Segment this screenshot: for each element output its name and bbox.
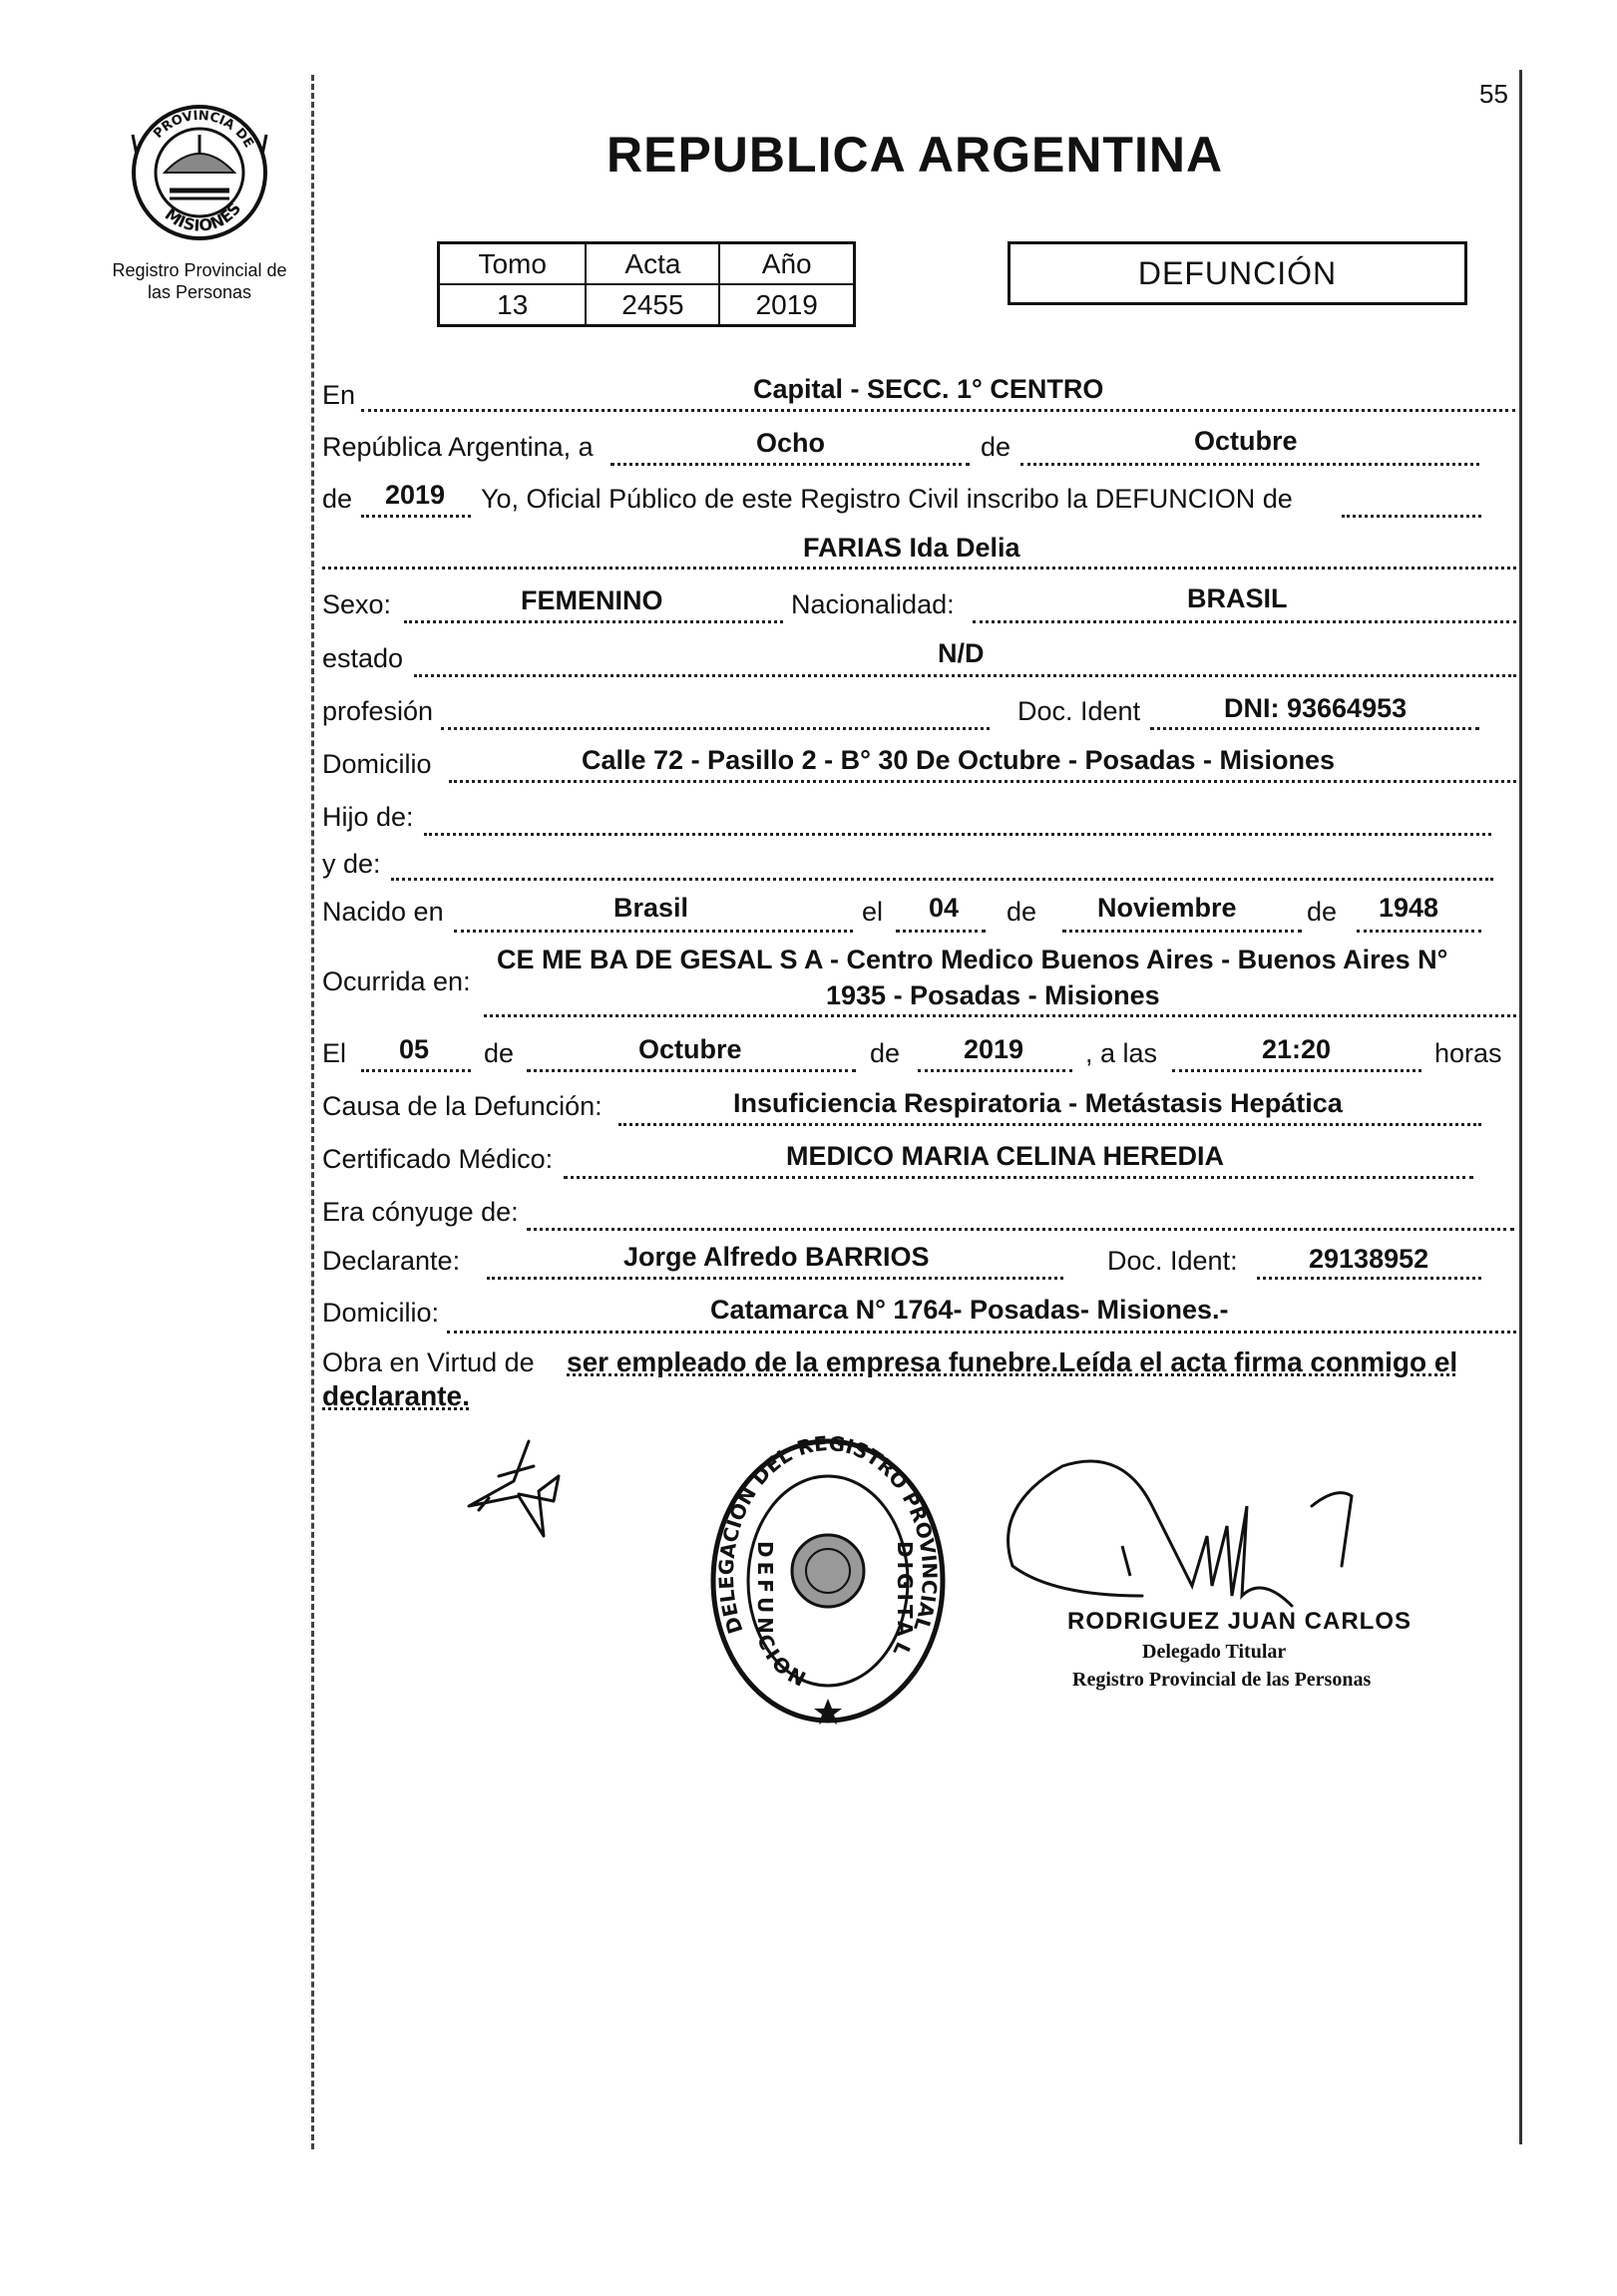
day-value: Ocho bbox=[756, 428, 826, 458]
causa-line bbox=[618, 1123, 1481, 1126]
left-margin-line bbox=[311, 75, 314, 2149]
death-year-line bbox=[918, 1069, 1072, 1072]
death-month: Octubre bbox=[638, 1034, 742, 1064]
act-value-acta: 2455 bbox=[586, 284, 719, 326]
right-margin-line bbox=[1519, 70, 1522, 2144]
month-line bbox=[1020, 463, 1479, 466]
year-value: 2019 bbox=[385, 480, 446, 510]
sexo-label: Sexo: bbox=[322, 589, 392, 619]
act-header-anio: Año bbox=[719, 243, 854, 285]
registry-logo bbox=[125, 95, 274, 244]
certificado-label: Certificado Médico: bbox=[322, 1144, 554, 1174]
page-title: REPUBLICA ARGENTINA bbox=[606, 127, 1224, 183]
name-line bbox=[322, 567, 1516, 570]
yo-text: Yo, Oficial Público de este Registro Civil inscribo la DEFUNCION de bbox=[481, 484, 1293, 514]
nacionalidad-line bbox=[973, 620, 1516, 623]
estado-line bbox=[414, 674, 1516, 677]
death-time: 21:20 bbox=[1262, 1034, 1332, 1064]
nacido-value: Brasil bbox=[613, 893, 689, 923]
sexo-value: FEMENINO bbox=[521, 585, 663, 615]
domicilio-label2: Domicilio: bbox=[322, 1298, 440, 1328]
doc-line bbox=[1150, 727, 1479, 730]
ocurrida-line1: CE ME BA DE GESAL S A - Centro Medico Buenos Aires - Buenos Aires N° bbox=[497, 945, 1448, 974]
doc-value: DNI: 93664953 bbox=[1224, 693, 1408, 723]
act-type-box: DEFUNCIÓN bbox=[1008, 241, 1467, 305]
obra-value2: declarante. bbox=[322, 1380, 470, 1411]
birth-year-line bbox=[1357, 930, 1481, 933]
nacido-label: Nacido en bbox=[322, 897, 444, 927]
declarante-domicilio: Catamarca N° 1764- Posadas- Misiones.- bbox=[710, 1295, 1229, 1325]
nacionalidad-label: Nacionalidad: bbox=[791, 589, 955, 619]
causa-value: Insuficiencia Respiratoria - Metástasis Hepática bbox=[733, 1088, 1343, 1118]
svg-text:PROVINCIA DE: PROVINCIA DE bbox=[151, 108, 256, 151]
conyuge-line bbox=[527, 1228, 1514, 1231]
officer-signature bbox=[993, 1446, 1421, 1626]
declarant-signature bbox=[459, 1436, 589, 1546]
domicilio-label: Domicilio bbox=[322, 749, 432, 779]
en-value: Capital - SECC. 1° CENTRO bbox=[753, 374, 1104, 404]
profesion-label: profesión bbox=[322, 696, 434, 726]
horas-label: horas bbox=[1434, 1038, 1502, 1068]
registry-caption-line1: Registro Provincial de bbox=[112, 260, 287, 280]
yo-line-end bbox=[1342, 515, 1481, 518]
obra-label: Obra en Virtud de bbox=[322, 1347, 535, 1377]
yde-label: y de: bbox=[322, 849, 381, 879]
deceased-name: FARIAS Ida Delia bbox=[803, 533, 1020, 563]
de-label: de bbox=[981, 432, 1011, 462]
domicilio-value: Calle 72 - Pasillo 2 - B° 30 De Octubre - Posadas - Misiones bbox=[582, 745, 1336, 775]
death-day-line bbox=[361, 1069, 471, 1072]
doc-label2: Doc. Ident: bbox=[1107, 1246, 1238, 1276]
registry-caption-line2: las Personas bbox=[147, 282, 252, 302]
sexo-line bbox=[404, 620, 783, 623]
day-line bbox=[610, 463, 970, 466]
official-seal bbox=[703, 1431, 953, 1730]
domicilio-line bbox=[449, 780, 1516, 783]
svg-text:DEFUNCION: DEFUNCION bbox=[752, 1541, 814, 1694]
svg-text:DIGITAL: DIGITAL bbox=[886, 1541, 917, 1665]
alas-label: , a las bbox=[1085, 1038, 1158, 1068]
declarante-label: Declarante: bbox=[322, 1246, 461, 1276]
officer-org: Registro Provincial de las Personas bbox=[1072, 1669, 1372, 1691]
nacionalidad-value: BRASIL bbox=[1187, 583, 1288, 613]
officer-name: RODRIGUEZ JUAN CARLOS bbox=[1067, 1608, 1413, 1635]
profesion-line bbox=[441, 727, 990, 730]
birth-year: 1948 bbox=[1379, 893, 1439, 923]
hijo-line bbox=[424, 833, 1491, 836]
de-label3: de bbox=[1007, 897, 1037, 927]
declarante-domicilio-line bbox=[447, 1331, 1516, 1334]
certificado-line bbox=[564, 1176, 1473, 1179]
act-value-tomo: 13 bbox=[439, 284, 587, 326]
death-time-line bbox=[1172, 1069, 1421, 1072]
act-value-anio: 2019 bbox=[719, 284, 854, 326]
doc-label: Doc. Ident bbox=[1017, 696, 1141, 726]
en-label: En bbox=[322, 380, 356, 410]
act-header-acta: Acta bbox=[586, 243, 719, 285]
el-label2: El bbox=[322, 1038, 347, 1068]
birth-month-line bbox=[1062, 930, 1302, 933]
declarante-doc-line bbox=[1257, 1277, 1481, 1280]
yde-line bbox=[391, 878, 1493, 881]
conyuge-label: Era cónyuge de: bbox=[322, 1197, 519, 1227]
hijo-label: Hijo de: bbox=[322, 802, 414, 832]
ocurrida-line2: 1935 - Posadas - Misiones bbox=[826, 980, 1160, 1010]
svg-text:MISIONES: MISIONES bbox=[161, 198, 245, 235]
nacido-line bbox=[454, 930, 853, 933]
year-line bbox=[361, 515, 471, 518]
declarante-value: Jorge Alfredo BARRIOS bbox=[623, 1242, 930, 1272]
de-label4: de bbox=[1307, 897, 1338, 927]
act-table bbox=[437, 241, 856, 327]
en-line bbox=[361, 409, 1515, 412]
svg-text:DELEGACION DEL REGISTRO PROVIN: DELEGACION DEL REGISTRO PROVINCIAL bbox=[713, 1431, 943, 1637]
act-header-tomo: Tomo bbox=[439, 243, 587, 285]
death-month-line bbox=[527, 1069, 856, 1072]
death-day: 05 bbox=[399, 1034, 430, 1064]
obra-value1: ser empleado de la empresa funebre.Leída el acta firma conmigo el bbox=[567, 1346, 1458, 1377]
birth-month: Noviembre bbox=[1097, 893, 1237, 923]
page-number: 55 bbox=[1479, 79, 1508, 109]
estado-label: estado bbox=[322, 643, 404, 673]
birth-day: 04 bbox=[929, 893, 960, 923]
republica-label: República Argentina, a bbox=[322, 432, 594, 462]
estado-value: N/D bbox=[938, 638, 985, 668]
ocurrida-label: Ocurrida en: bbox=[322, 966, 471, 996]
certificado-value: MEDICO MARIA CELINA HEREDIA bbox=[786, 1141, 1225, 1171]
de-label2: de bbox=[322, 484, 353, 514]
de-label6: de bbox=[870, 1038, 901, 1068]
registry-caption bbox=[85, 259, 314, 303]
officer-role: Delegado Titular bbox=[1142, 1641, 1287, 1663]
el-label: el bbox=[862, 897, 884, 927]
de-label5: de bbox=[484, 1038, 515, 1068]
birth-day-line bbox=[896, 930, 986, 933]
declarante-line bbox=[487, 1277, 1063, 1280]
declarante-doc: 29138952 bbox=[1309, 1244, 1429, 1274]
ocurrida-line bbox=[484, 1014, 1516, 1017]
death-year: 2019 bbox=[964, 1034, 1024, 1064]
causa-label: Causa de la Defunción: bbox=[322, 1091, 603, 1121]
month-value: Octubre bbox=[1194, 426, 1298, 456]
